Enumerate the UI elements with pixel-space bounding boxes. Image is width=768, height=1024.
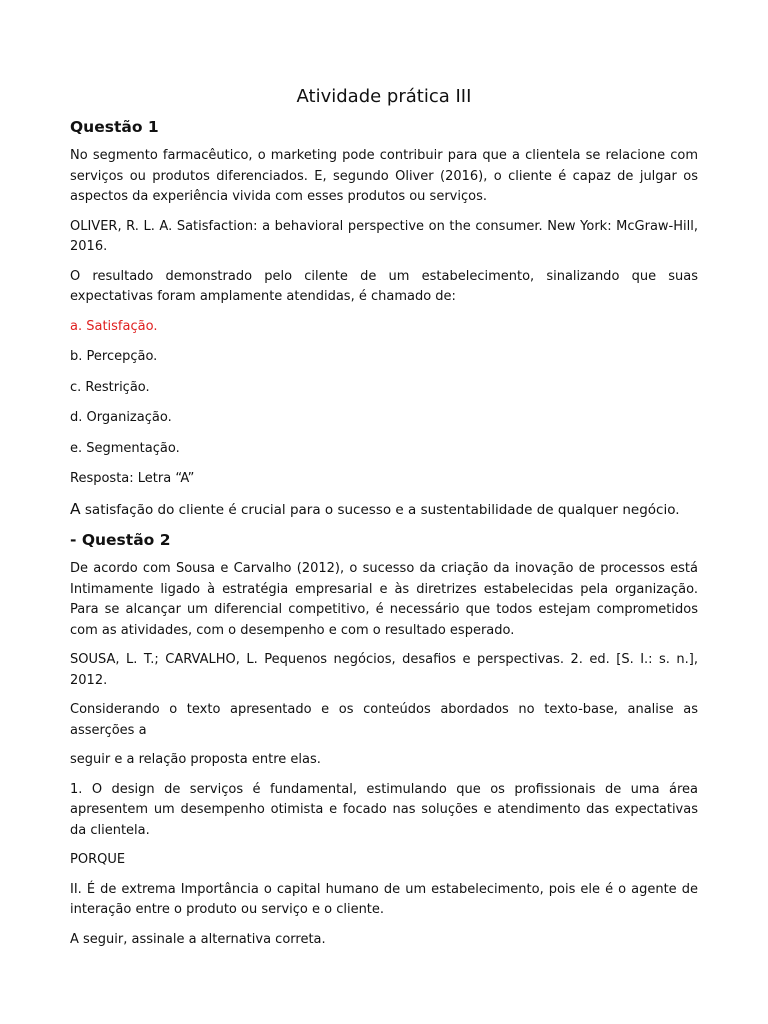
option-e: e. Segmentação.: [70, 440, 180, 456]
option-b: b. Percepção.: [70, 349, 158, 364]
option-c: c. Restrição.: [70, 379, 150, 395]
document-title: Atividade prática III: [296, 86, 472, 107]
question-1-reference: OLIVER, R. L. A. Satisfaction: a behavioral perspective on the consumer. New York: McGraw-Hill, 2016.: [70, 218, 698, 254]
question-2-consider-line-1: Considerando o texto apresentado e os conteúdos abordados no texto-base, analise as asserções a: [70, 702, 698, 738]
question-1-prompt: O resultado demonstrado pelo cilente de um estabelecimento, sinalizando que suas expectativas foram amplamente atendidas, é chamado de:: [70, 268, 698, 304]
assertion-1: 1. O design de serviços é fundamental, estimulando que os profissionais de uma área apresentem um desempenho otimista e focado nas soluções e atendimento das expectativas da clientela.: [70, 781, 698, 838]
document-page: [70, 84, 698, 959]
assertion-2: II. É de extrema Importância o capital humano de um estabelecimento, pois ele é o agente de interação entre o produto ou serviço e o cliente.: [70, 881, 698, 917]
porque-label: PORQUE: [70, 852, 126, 867]
option-a: a. Satisfação.: [70, 318, 158, 334]
question-2-consider-line-2: seguir e a relação proposta entre elas.: [70, 752, 321, 767]
option-d: d. Organização.: [70, 410, 172, 425]
question-1-heading: Questão 1: [70, 118, 159, 136]
question-2-reference: SOUSA, L. T.; CARVALHO, L. Pequenos negócios, desafios e perspectivas. 2. ed. [S. I.: s. n.], 2012.: [70, 652, 698, 688]
question-2-instruction: A seguir, assinale a alternativa correta.: [70, 931, 326, 947]
question-1-intro: No segmento farmacêutico, o marketing pode contribuir para que a clientela se relacione com serviços ou produtos diferenciados. E, segundo Oliver (2016), o cliente é capaz de julgar os aspectos da experiência vivida com esses produtos ou serviços.: [70, 148, 698, 204]
comment-text: satisfação do cliente é crucial para o sucesso e a sustentabilidade de qualquer negócio.: [80, 501, 680, 518]
question-1-answer: Resposta: Letra “A”: [70, 471, 195, 486]
question-2-intro: De acordo com Sousa e Carvalho (2012), o sucesso da criação da inovação de processos está Intimamente ligado à estratégia empresarial e às diretrizes estabelecidas pela organização. Para se alcançar um diferencial competitivo, é necessário que todos estejam comprometidos com as atividades, com o desempenho e com o resultado esperado.: [70, 561, 698, 638]
question-1-comment: [70, 499, 698, 521]
comment-first-letter: A: [70, 499, 81, 518]
question-2-heading: - Questão 2: [70, 531, 171, 549]
